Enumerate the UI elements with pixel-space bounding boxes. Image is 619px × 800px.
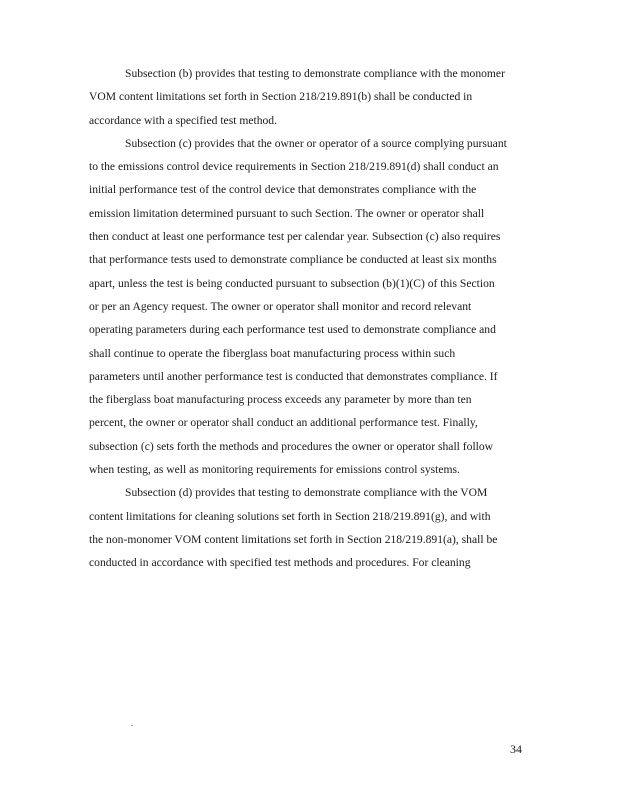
text-line: that performance tests used to demonstrate compliance be conducted at least six months (89, 253, 497, 267)
text-line: Subsection (c) provides that the owner or operator of a source complying pursuant (125, 136, 507, 150)
text-line: percent, the owner or operator shall conduct an additional performance test. Finally, (89, 416, 478, 430)
text-line: VOM content limitations set forth in Section 218/219.891(b) shall be conducted in (89, 90, 473, 104)
paragraph-subsection-d (89, 481, 529, 574)
text-line: emission limitation determined pursuant to such Section. The owner or operator shall (89, 206, 485, 220)
stray-mark: . (131, 718, 134, 728)
text-line: the fiberglass boat manufacturing process exceeds any parameter by more than ten (89, 393, 472, 407)
text-line: conducted in accordance with specified test methods and procedures. For cleaning (89, 556, 471, 570)
text-line: or per an Agency request. The owner or operator shall monitor and record relevant (89, 299, 472, 313)
body-text (89, 62, 529, 575)
text-line: when testing, as well as monitoring requirements for emissions control systems. (89, 463, 460, 477)
text-line: Subsection (d) provides that testing to demonstrate compliance with the VOM (125, 486, 488, 500)
text-line: the non-monomer VOM content limitations set forth in Section 218/219.891(a), shall be (89, 532, 498, 546)
page-number: 34 (510, 742, 522, 756)
text-line: initial performance test of the control device that demonstrates compliance with the (89, 183, 477, 197)
text-line: subsection (c) sets forth the methods and procedures the owner or operator shall follow (89, 439, 494, 453)
text-line: parameters until another performance test is conducted that demonstrates compliance. If (89, 369, 498, 383)
text-line: Subsection (b) provides that testing to demonstrate compliance with the monomer (125, 67, 505, 80)
paragraph-subsection-b (89, 62, 529, 132)
text-line: content limitations for cleaning solutions set forth in Section 218/219.891(g), and with (89, 509, 491, 523)
text-line: then conduct at least one performance test per calendar year. Subsection (c) also requires (89, 230, 501, 244)
text-line: operating parameters during each performance test used to demonstrate compliance and (89, 323, 496, 337)
text-line: apart, unless the test is being conducted pursuant to subsection (b)(1)(C) of this Section (89, 276, 495, 290)
paragraph-subsection-c (89, 132, 529, 481)
text-line: to the emissions control device requirements in Section 218/219.891(d) shall conduct an (89, 160, 499, 174)
text-line: shall continue to operate the fiberglass boat manufacturing process within such (89, 346, 456, 360)
text-line: accordance with a specified test method. (89, 113, 277, 127)
